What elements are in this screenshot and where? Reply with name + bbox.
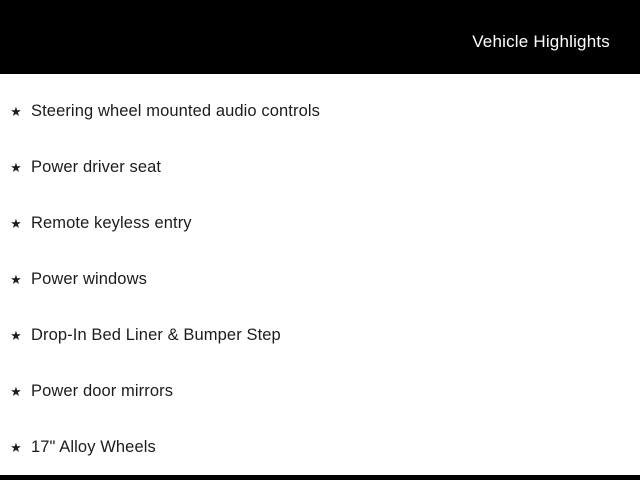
list-item-label: Power door mirrors [31, 381, 174, 400]
list-item [0, 307, 640, 363]
list-item [0, 251, 640, 307]
header-bar [0, 0, 640, 74]
list-item-label: Steering wheel mounted audio controls [31, 101, 320, 120]
list-item [0, 419, 640, 475]
list-item [0, 363, 640, 419]
star-icon: ★ [10, 271, 22, 287]
list-item [0, 139, 640, 195]
list-item-label: Power driver seat [31, 157, 162, 176]
star-icon: ★ [10, 215, 22, 231]
list-item [0, 195, 640, 251]
star-icon: ★ [10, 103, 22, 119]
list-item-label: Power windows [31, 269, 147, 288]
page-title: Vehicle Highlights [472, 32, 610, 51]
highlights-list [0, 83, 640, 475]
bottom-bar [0, 475, 640, 480]
list-item-label: Drop-In Bed Liner & Bumper Step [31, 325, 281, 344]
star-icon: ★ [10, 327, 22, 343]
star-icon: ★ [10, 383, 22, 399]
star-icon: ★ [10, 439, 22, 455]
list-item-label: Remote keyless entry [31, 213, 192, 232]
list-item [0, 83, 640, 139]
star-icon: ★ [10, 159, 22, 175]
list-item-label: 17" Alloy Wheels [31, 437, 156, 456]
